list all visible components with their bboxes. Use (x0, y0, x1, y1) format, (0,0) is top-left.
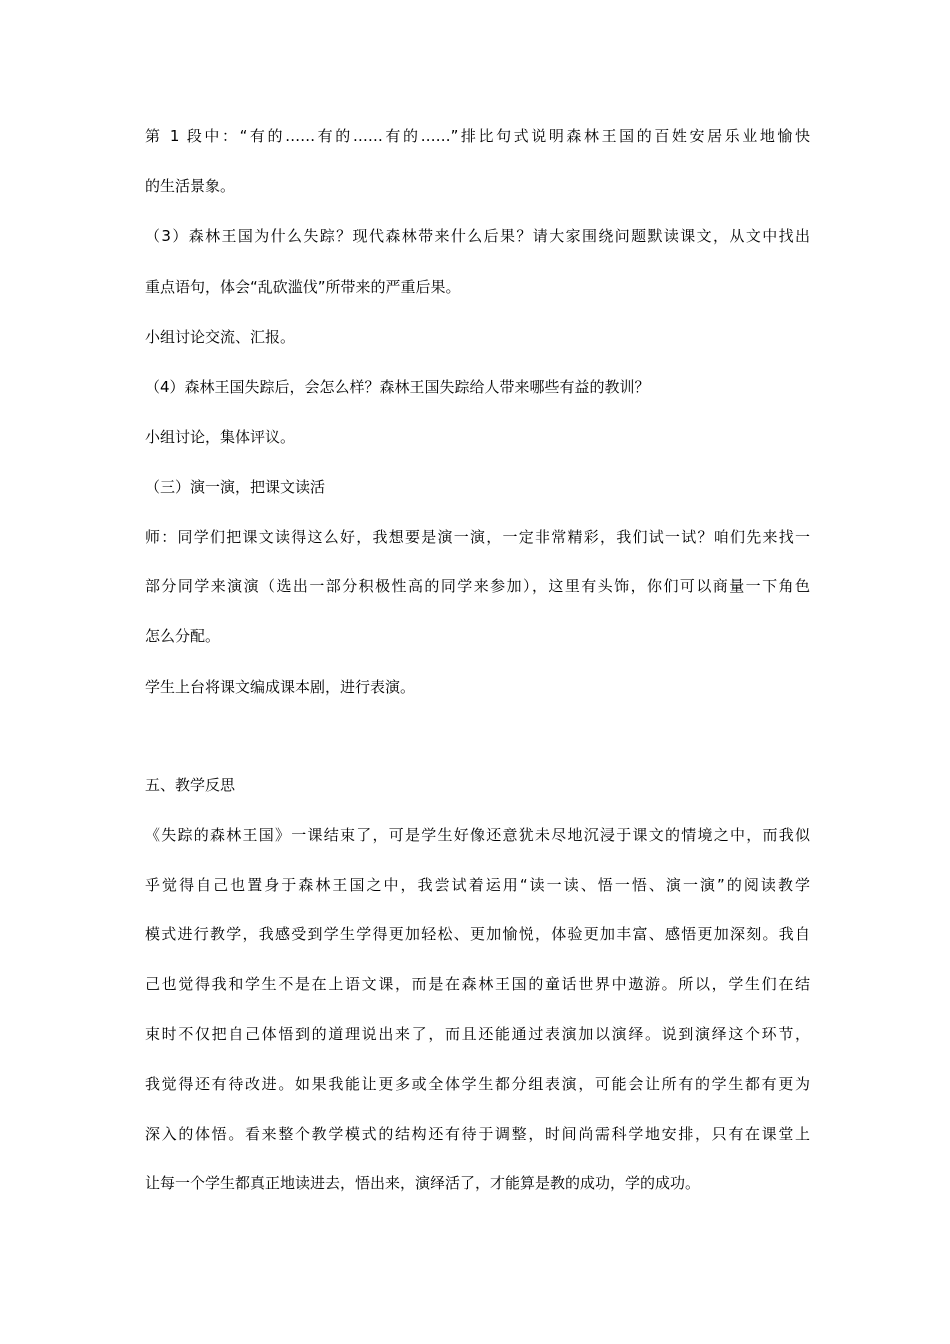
text-line-14: 《失踪的森林王国》一课结束了，可是学生好像还意犹未尽地沉浸于课文的情境之中，而我似 (145, 826, 810, 844)
text-line-19: 我觉得还有待改进。如果我能让更多或全体学生都分组表演，可能会让所有的学生都有更为 (145, 1075, 810, 1093)
text-line-18: 束时不仅把自己体悟到的道理说出来了，而且还能通过表演加以演绎。说到演绎这个环节， (145, 1025, 810, 1043)
text-line-16: 模式进行教学，我感受到学生学得更加轻松、更加愉悦，体验更加丰富、感悟更加深刻。我自 (145, 925, 810, 943)
text-line-7: 小组讨论，集体评议。 (145, 428, 296, 446)
section-heading-3: （三）演一演，把课文读活 (145, 478, 326, 496)
section-heading-5: 五、教学反思 (145, 776, 236, 794)
text-line-2: 的生活景象。 (145, 177, 236, 195)
text-line-6: （4）森林王国失踪后，会怎么样？森林王国失踪给人带来哪些有益的教训？ (145, 378, 650, 396)
text-line-9: 师：同学们把课文读得这么好，我想要是演一演，一定非常精彩，我们试一试？咱们先来找一 (145, 528, 810, 546)
text-line-20: 深入的体悟。看来整个教学模式的结构还有待于调整，时间尚需科学地安排，只有在课堂上 (145, 1125, 810, 1143)
text-line-3: （3）森林王国为什么失踪？现代森林带来什么后果？请大家围绕问题默读课文，从文中找出 (145, 227, 810, 245)
text-line-4: 重点语句，体会“乱砍滥伐”所带来的严重后果。 (145, 278, 461, 296)
text-line-11: 怎么分配。 (145, 627, 221, 645)
text-line-10: 部分同学来演演（选出一部分积极性高的同学来参加），这里有头饰，你们可以商量一下角色 (145, 577, 810, 595)
text-line-15: 乎觉得自己也置身于森林王国之中，我尝试着运用“读一读、悟一悟、演一演”的阅读教学 (145, 876, 810, 894)
text-line-12: 学生上台将课文编成课本剧，进行表演。 (145, 678, 416, 696)
text-line-17: 己也觉得我和学生不是在上语文课，而是在森林王国的童话世界中遨游。所以，学生们在结 (145, 975, 810, 993)
text-line-5: 小组讨论交流、汇报。 (145, 328, 296, 346)
text-line-1: 第 1 段中：“有的……有的……有的……”排比句式说明森林王国的百姓安居乐业地愉快 (145, 127, 810, 145)
text-line-21: 让每一个学生都真正地读进去，悟出来，演绎活了，才能算是教的成功，学的成功。 (145, 1174, 701, 1192)
